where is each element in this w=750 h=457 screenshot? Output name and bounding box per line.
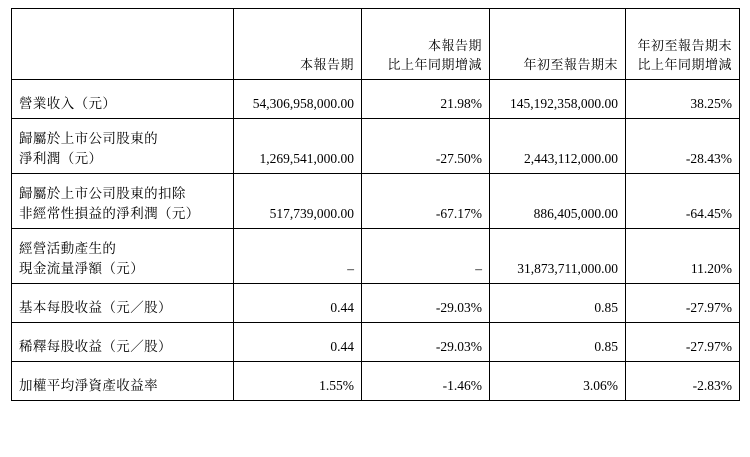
cell-current-period-change: 21.98% — [362, 80, 490, 119]
row-label-line: 加權平均淨資產收益率 — [19, 377, 158, 393]
row-label-line: 現金流量淨額（元） — [19, 260, 145, 276]
cell-current-period: 1,269,541,000.00 — [234, 119, 362, 174]
header-cell-ytd — [490, 9, 626, 80]
table-row — [12, 362, 740, 401]
table-row — [12, 284, 740, 323]
cell-current-period: 0.44 — [234, 323, 362, 362]
row-label — [12, 362, 234, 401]
header-line: 本報告期 — [299, 57, 354, 73]
table-row — [12, 174, 740, 229]
row-label-line: 淨利潤（元） — [19, 150, 103, 166]
cell-ytd-change: -27.97% — [626, 284, 740, 323]
row-label — [12, 229, 234, 284]
row-label-line: 經營活動產生的 — [19, 240, 117, 256]
header-row — [12, 9, 740, 80]
row-label — [12, 284, 234, 323]
cell-current-period: – — [234, 229, 362, 284]
cell-current-period-change: -1.46% — [362, 362, 490, 401]
cell-ytd-change: -64.45% — [626, 174, 740, 229]
table-row — [12, 229, 740, 284]
cell-ytd: 31,873,711,000.00 — [490, 229, 626, 284]
header-cell-current-period — [234, 9, 362, 80]
cell-ytd-change: -2.83% — [626, 362, 740, 401]
cell-current-period: 0.44 — [234, 284, 362, 323]
row-label-line: 歸屬於上市公司股東的扣除 — [19, 185, 186, 201]
cell-ytd: 145,192,358,000.00 — [490, 80, 626, 119]
cell-current-period-change: -29.03% — [362, 284, 490, 323]
cell-current-period: 1.55% — [234, 362, 362, 401]
row-label — [12, 323, 234, 362]
cell-current-period-change: – — [362, 229, 490, 284]
header-line: 比上年同期增減 — [637, 57, 732, 73]
row-label-line: 稀釋每股收益（元／股） — [19, 338, 172, 354]
table-row — [12, 80, 740, 119]
row-label-line: 歸屬於上市公司股東的 — [19, 130, 158, 146]
header-cell-corner — [12, 9, 234, 80]
cell-current-period-change: -29.03% — [362, 323, 490, 362]
cell-ytd: 3.06% — [490, 362, 626, 401]
header-cell-ytd-change — [626, 9, 740, 80]
cell-ytd: 2,443,112,000.00 — [490, 119, 626, 174]
row-label-line: 基本每股收益（元／股） — [19, 299, 172, 315]
cell-current-period-change: -67.17% — [362, 174, 490, 229]
row-label — [12, 174, 234, 229]
cell-ytd-change: -27.97% — [626, 323, 740, 362]
cell-ytd-change: 38.25% — [626, 80, 740, 119]
cell-current-period: 517,739,000.00 — [234, 174, 362, 229]
table-body — [12, 80, 740, 401]
header-line: 比上年同期增減 — [387, 57, 482, 73]
row-label — [12, 80, 234, 119]
cell-ytd: 0.85 — [490, 284, 626, 323]
table-row — [12, 323, 740, 362]
header-line: 本報告期 — [427, 38, 482, 54]
cell-ytd: 0.85 — [490, 323, 626, 362]
cell-ytd-change: 11.20% — [626, 229, 740, 284]
row-label-line: 非經常性損益的淨利潤（元） — [19, 205, 200, 221]
cell-current-period-change: -27.50% — [362, 119, 490, 174]
table-row — [12, 119, 740, 174]
cell-current-period: 54,306,958,000.00 — [234, 80, 362, 119]
header-cell-current-period-change — [362, 9, 490, 80]
financial-summary-sheet — [0, 8, 750, 457]
row-label — [12, 119, 234, 174]
row-label-line: 營業收入（元） — [19, 95, 117, 111]
cell-ytd: 886,405,000.00 — [490, 174, 626, 229]
table-header — [12, 9, 740, 80]
header-line: 年初至報告期末 — [523, 57, 618, 73]
header-line: 年初至報告期末 — [637, 38, 732, 54]
cell-ytd-change: -28.43% — [626, 119, 740, 174]
financial-summary-table — [11, 8, 740, 401]
